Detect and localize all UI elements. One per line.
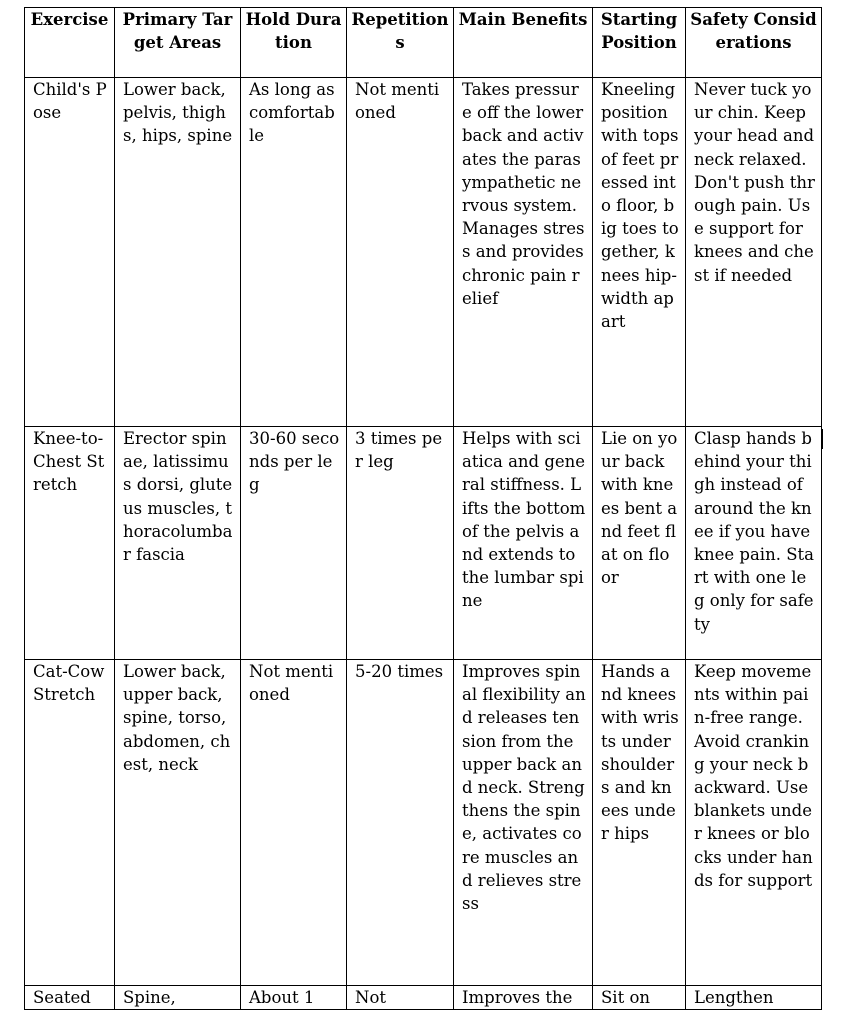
- cell-starting-position: Sit on: [593, 986, 686, 1010]
- header-exercise: Exercise: [25, 8, 115, 78]
- cell-exercise: Seated: [25, 986, 115, 1010]
- cell-main-benefits: Helps with sciatica and general stiffness. Lifts the bottom of the pelvis and extends to the lumbar spine: [454, 427, 593, 660]
- header-repetitions: Repetitions: [347, 8, 454, 78]
- cell-main-benefits: Improves the: [454, 986, 593, 1010]
- header-starting-position: Starting Position: [593, 8, 686, 78]
- header-main-benefits: Main Benefits: [454, 8, 593, 78]
- header-hold-duration: Hold Duration: [241, 8, 347, 78]
- cell-repetitions: 5-20 times: [347, 660, 454, 986]
- table-row: [25, 660, 822, 986]
- cell-hold-duration: 30-60 seconds per leg: [241, 427, 347, 660]
- header-primary-target-areas: Primary Target Areas: [115, 8, 241, 78]
- cell-hold-duration: About 1: [241, 986, 347, 1010]
- cell-main-benefits: Improves spinal flexibility and releases tension from the upper back and neck. Strengthens the spine, activates core muscles and relieves stress: [454, 660, 593, 986]
- cell-starting-position: Hands and knees with wrists under shoulders and knees under hips: [593, 660, 686, 986]
- cell-repetitions: 3 times per leg: [347, 427, 454, 660]
- table-row: [25, 986, 822, 1010]
- cell-exercise: Cat-Cow Stretch: [25, 660, 115, 986]
- cell-target-areas: Spine,: [115, 986, 241, 1010]
- cell-starting-position: Lie on your back with knees bent and feet flat on floor: [593, 427, 686, 660]
- header-row: [25, 8, 822, 78]
- cell-target-areas: Lower back, pelvis, thighs, hips, spine: [115, 78, 241, 427]
- cell-safety: Never tuck your chin. Keep your head and neck relaxed. Don't push through pain. Use support for knees and chest if needed: [686, 78, 822, 427]
- text-cursor: [821, 429, 823, 449]
- cell-hold-duration: As long as comfortable: [241, 78, 347, 427]
- cell-exercise: Knee-to-Chest Stretch: [25, 427, 115, 660]
- table-row: [25, 78, 822, 427]
- cell-target-areas: Erector spinae, latissimus dorsi, gluteus muscles, thoracolumbar fascia: [115, 427, 241, 660]
- cell-safety: Lengthen: [686, 986, 822, 1010]
- cell-hold-duration: Not mentioned: [241, 660, 347, 986]
- cell-safety: Clasp hands behind your thigh instead of around the knee if you have knee pain. Start with one leg only for safety: [686, 427, 822, 660]
- table-row: [25, 427, 822, 660]
- stretch-exercise-table: [24, 7, 822, 1010]
- cell-starting-position: Kneeling position with tops of feet pressed into floor, big toes together, knees hip-width apart: [593, 78, 686, 427]
- cell-safety: Keep movements within pain-free range. Avoid cranking your neck backward. Use blankets under knees or blocks under hands for support: [686, 660, 822, 986]
- cell-exercise: Child's Pose: [25, 78, 115, 427]
- header-safety-considerations: Safety Considerations: [686, 8, 822, 78]
- cell-main-benefits: Takes pressure off the lower back and activates the parasympathetic nervous system. Manages stress and provides chronic pain relief: [454, 78, 593, 427]
- cell-target-areas: Lower back, upper back, spine, torso, abdomen, chest, neck: [115, 660, 241, 986]
- cell-repetitions: Not mentioned: [347, 78, 454, 427]
- document-page: [24, 7, 822, 1010]
- cell-repetitions: Not: [347, 986, 454, 1010]
